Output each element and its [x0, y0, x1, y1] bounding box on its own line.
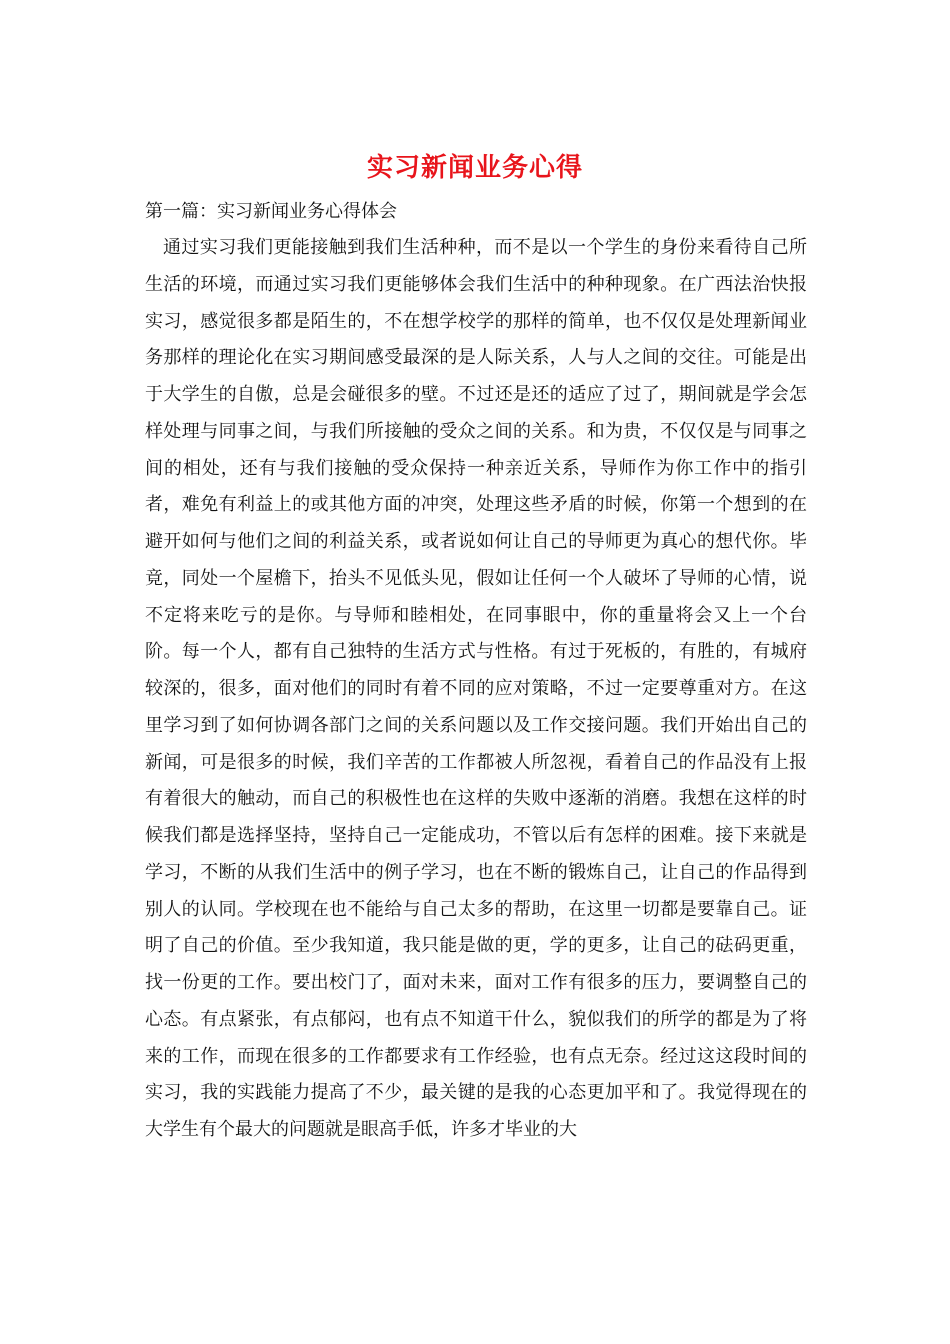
document-title: 实习新闻业务心得 — [366, 153, 583, 183]
body-paragraph: 通过实习我们更能接触到我们生活种种，而不是以一个学生的身份来看待自己所生活的环境，而通过实习我们更能够体会我们生活中的种种现象。在广西法治快报实习，感觉很多都是陌生的，不在想学校学的那样的简单，也不仅仅是处理新闻业务那样的理论化在实习期间感受最深的是人际关系，人与人之间的交往。可能是出于大学生的自傲，总是会碰很多的壁。不过还是还的适应了过了，期间就是学会怎样处理与同事之间，与我们所接触的受众之间的关系。和为贵，不仅仅是与同事之间的相处，还有与我们接触的受众保持一种亲近关系，导师作为你工作中的指引者，难免有利益上的或其他方面的冲突，处理这些矛盾的时候，你第一个想到的在避开如何与他们之间的利益关系，或者说如何让自己的导师更为真心的想代你。毕竟，同处一个屋檐下，抬头不见低头见，假如让任何一个人破坏了导师的心情，说不定将来吃亏的是你。与导师和睦相处，在同事眼中，你的重量将会又上一个台阶。每一个人，都有自己独特的生活方式与性格。有过于死板的，有胜的，有城府较深的，很多，面对他们的同时有着不同的应对策略，不过一定要尊重对方。在这里学习到了如何协调各部门之间的关系问题以及工作交接问题。我们开始出自己的新闻，可是很多的时候，我们辛苦的工作都被人所忽视，看着自己的作品没有上报有着很大的触动，而自己的积极性也在这样的失败中逐渐的消磨。我想在这样的时候我们都是选择坚持，坚持自己一定能成功，不管以后有怎样的困难。接下来就是学习，不断的从我们生活中的例子学习，也在不断的锻炼自己，让自己的作品得到别人的认同。学校现在也不能给与自己太多的帮助，在这里一切都是要靠自己。证明了自己的价值。至少我知道，我只能是做的更，学的更多，让自己的砝码更重，找一份更的工作。要出校门了，面对未来，面对工作有很多的压力，要调整自己的心态。有点紧张，有点郁闷，也有点不知道干什么，貌似我们的所学的都是为了将来的工作，而现在很多的工作都要求有工作经验，也有点无奈。经过这这段时间的实习，我的实践能力提高了不少，最关键的是我的心态更加平和了。我觉得现在的大学生有个最大的问题就是眼高手低，许多才毕业的大 — [145, 237, 807, 1140]
section-heading: 第一篇：实习新闻业务心得体会 — [145, 201, 397, 222]
